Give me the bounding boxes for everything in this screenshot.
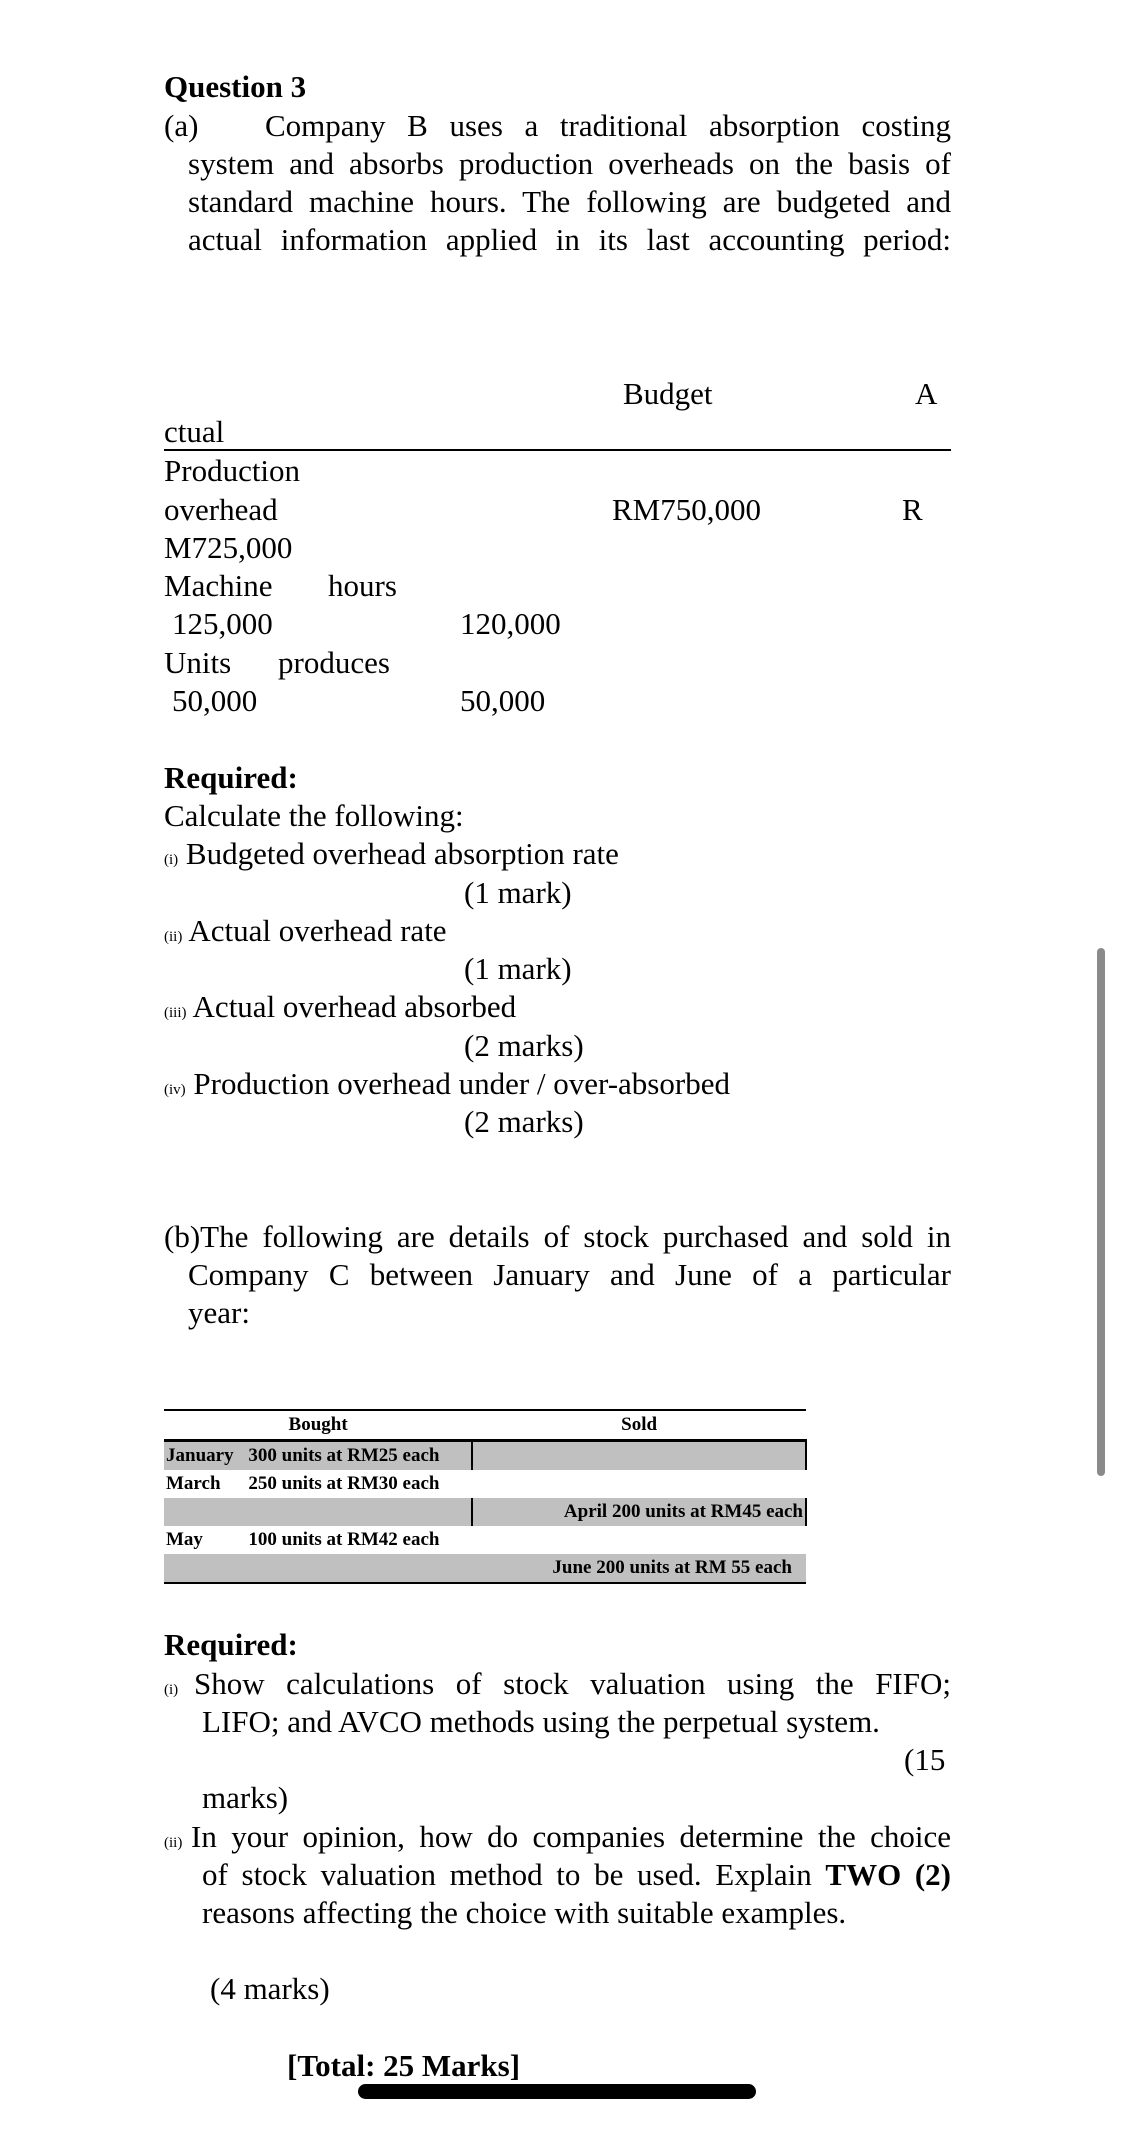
sold xyxy=(472,1470,806,1498)
month xyxy=(164,1554,246,1583)
item-text: reasons affecting the choice with suitable examples. xyxy=(202,1895,847,1930)
table-row xyxy=(164,1498,806,1526)
item-text: LIFO; and AVCO methods using the perpetual system. xyxy=(202,1704,880,1739)
cell-value: 125,000 xyxy=(172,606,273,641)
month xyxy=(164,1498,246,1526)
header-actual: A xyxy=(915,376,938,411)
sold: June 200 units at RM 55 each xyxy=(552,1557,792,1578)
item-text: In your opinion, how do companies determine the choice xyxy=(191,1819,951,1854)
month: January xyxy=(166,1445,234,1466)
scrollbar[interactable] xyxy=(1097,948,1105,1476)
item-marks: marks) xyxy=(202,1780,289,1815)
bought: 250 units at RM30 each xyxy=(248,1473,440,1494)
header-actual-rest: ctual xyxy=(164,414,225,449)
part-b-line: year: xyxy=(188,1295,250,1330)
total-marks: [Total: 25 Marks] xyxy=(287,2048,521,2083)
item-num: (i) xyxy=(164,1682,179,1698)
item-num: (i) xyxy=(164,852,179,868)
part-a-line: actual information applied in its last accounting period: xyxy=(188,222,951,257)
table-row xyxy=(164,1526,806,1554)
part-b-line: Company C between January and June of a particular xyxy=(188,1257,951,1292)
table-rule xyxy=(164,449,951,451)
sold: April 200 units at RM45 each xyxy=(472,1498,806,1526)
required-heading: Required: xyxy=(164,1627,298,1662)
item-marks: (1 mark) xyxy=(464,951,572,986)
item-marks: (4 marks) xyxy=(210,1971,330,2006)
instruction: Calculate the following: xyxy=(164,798,464,833)
item-marks: (15 xyxy=(904,1742,946,1777)
item-marks: (2 marks) xyxy=(464,1028,584,1063)
table-row xyxy=(164,1470,806,1498)
required-item xyxy=(164,988,516,1032)
required-item xyxy=(164,835,619,879)
item-text: Actual overhead rate xyxy=(188,913,447,948)
row-label: produces xyxy=(278,645,390,680)
item-text: Budgeted overhead absorption rate xyxy=(185,836,619,871)
item-marks: (2 marks) xyxy=(464,1104,584,1139)
sold xyxy=(472,1441,806,1471)
part-b-line: (b)The following are details of stock purchased and sold in xyxy=(164,1219,951,1254)
item-num: (ii) xyxy=(164,929,183,945)
item-text: Production overhead under / over-absorbed xyxy=(193,1066,730,1101)
part-a-line: system and absorbs production overheads on the basis of xyxy=(188,146,951,181)
part-a-label: (a) xyxy=(164,108,199,143)
bought xyxy=(246,1498,472,1526)
row-label: hours xyxy=(328,568,397,603)
cell-value: 50,000 xyxy=(172,683,258,718)
sold xyxy=(472,1526,806,1554)
stock-table xyxy=(164,1409,807,1584)
cell-value: 50,000 xyxy=(460,683,546,718)
item-marks: (1 mark) xyxy=(464,875,572,910)
home-indicator[interactable] xyxy=(358,2084,756,2099)
header-bought: Bought xyxy=(288,1414,348,1435)
part-a-line: Company B uses a traditional absorption costing xyxy=(265,108,951,143)
item-text: of stock valuation method to be used. Explain TWO (2) xyxy=(202,1857,952,1892)
row-label: Machine xyxy=(164,568,273,603)
item-num: (ii) xyxy=(164,1835,183,1851)
cell-value: RM750,000 xyxy=(612,492,761,527)
month: May xyxy=(166,1529,203,1550)
cell-value: 120,000 xyxy=(460,606,561,641)
month: March xyxy=(166,1473,221,1494)
row-label: Production xyxy=(164,453,301,488)
table-row xyxy=(164,1441,806,1471)
bought xyxy=(246,1554,472,1583)
item-text: Actual overhead absorbed xyxy=(192,989,517,1024)
header-sold: Sold xyxy=(621,1414,658,1435)
item-num: (iv) xyxy=(164,1082,186,1098)
row-label: overhead xyxy=(164,492,278,527)
cell-value: R xyxy=(902,492,923,527)
required-heading: Required: xyxy=(164,760,298,795)
row-label: Units xyxy=(164,645,232,680)
bought: 300 units at RM25 each xyxy=(246,1441,472,1471)
required-item xyxy=(164,912,447,956)
item-num: (iii) xyxy=(164,1005,187,1021)
item-text: Show calculations of stock valuation using the FIFO; xyxy=(194,1666,951,1701)
part-a-line: standard machine hours. The following are budgeted and xyxy=(188,184,951,219)
bought: 100 units at RM42 each xyxy=(248,1529,440,1550)
table-row xyxy=(164,1554,806,1583)
question-title: Question 3 xyxy=(164,69,307,104)
cell-value: M725,000 xyxy=(164,530,293,565)
required-item xyxy=(164,1065,730,1109)
header-budget: Budget xyxy=(623,376,713,411)
